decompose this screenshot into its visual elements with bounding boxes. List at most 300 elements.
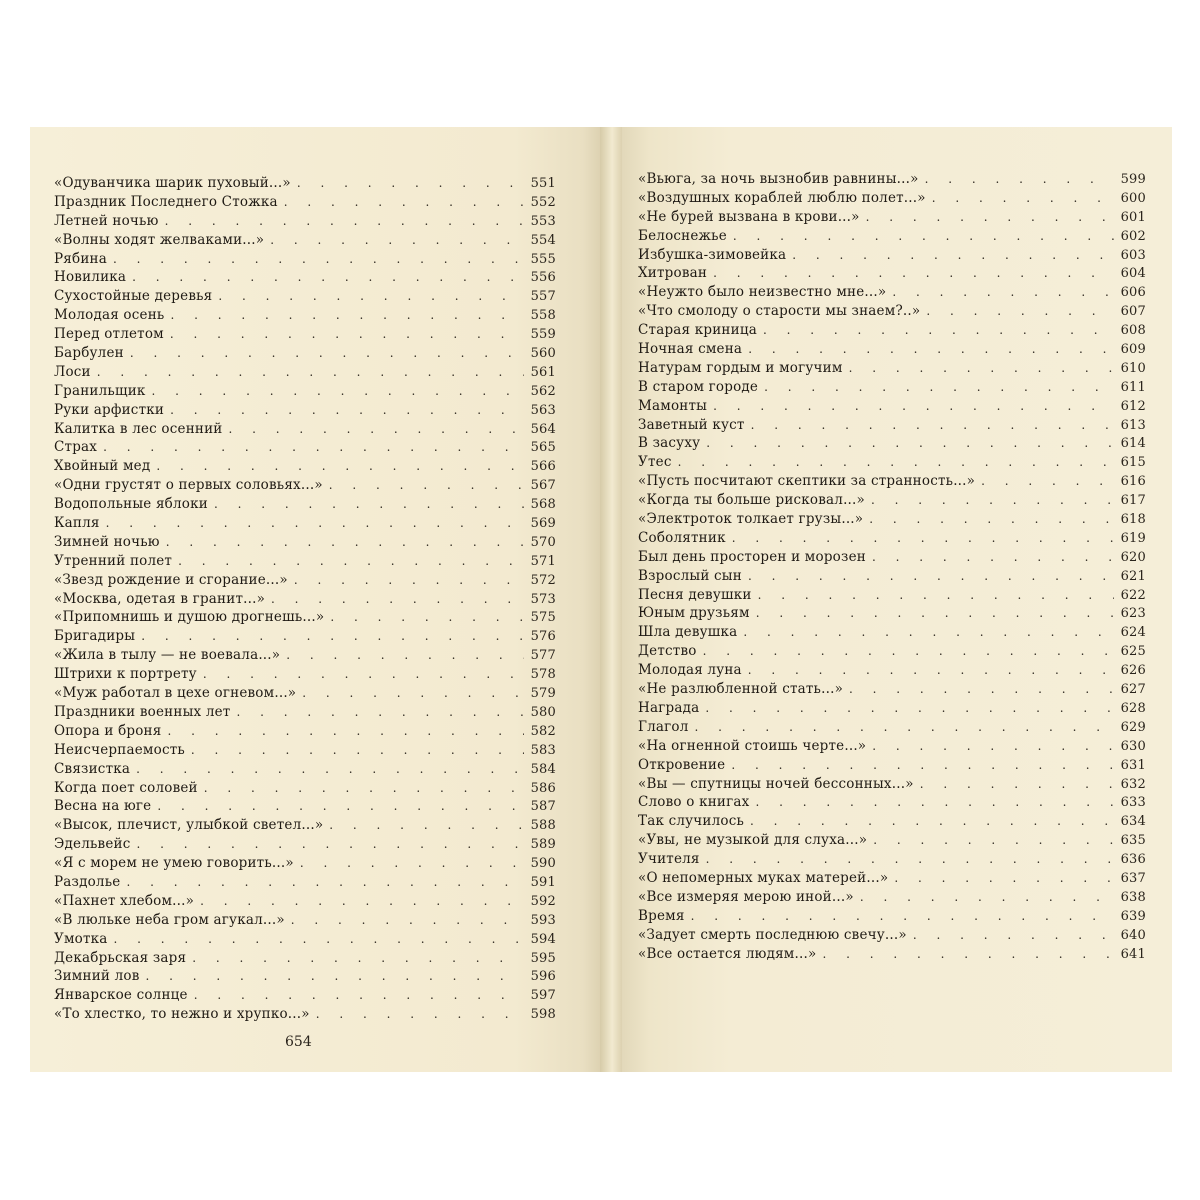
- dot-leader: [872, 548, 1114, 567]
- toc-entry-title: «О непомерных муках матерей...»: [638, 869, 889, 886]
- toc-entry-page: 611: [1120, 379, 1146, 395]
- toc-entry-title: Водопольные яблоки: [54, 496, 208, 513]
- toc-entry-page: 590: [530, 856, 556, 872]
- toc-entry: [54, 684, 556, 703]
- toc-entry: [638, 718, 1146, 737]
- table-of-contents-right: [638, 170, 1146, 963]
- toc-entry-title: «Задует смерть последнюю свечу...»: [638, 926, 907, 943]
- toc-entry-title: Неисчерпаемость: [54, 741, 185, 758]
- toc-entry-title: Белоснежье: [638, 227, 727, 244]
- toc-entry-title: Рябина: [54, 250, 107, 267]
- toc-entry-page: 609: [1120, 342, 1146, 358]
- toc-entry-title: Праздник Последнего Стожка: [54, 193, 278, 210]
- toc-entry: [638, 529, 1146, 548]
- toc-entry-title: Связистка: [54, 760, 131, 777]
- toc-entry-page: 588: [530, 818, 556, 834]
- toc-entry-page: 624: [1120, 625, 1146, 641]
- toc-entry: [54, 779, 556, 798]
- toc-entry-page: 623: [1120, 606, 1146, 622]
- toc-entry-page: 591: [530, 874, 556, 890]
- dot-leader: [713, 397, 1114, 416]
- dot-leader: [755, 793, 1114, 812]
- toc-entry: [54, 495, 556, 514]
- toc-entry: [638, 661, 1146, 680]
- dot-leader: [849, 359, 1114, 378]
- toc-entry-page: 622: [1120, 587, 1146, 603]
- dot-leader: [913, 926, 1114, 945]
- toc-entry-page: 607: [1120, 304, 1146, 320]
- right-page: [622, 127, 1172, 1072]
- dot-leader: [294, 571, 524, 590]
- toc-entry-page: 560: [530, 346, 556, 362]
- dot-leader: [706, 850, 1114, 869]
- toc-entry: [54, 325, 556, 344]
- toc-entry-title: Весна на юге: [54, 798, 152, 815]
- toc-entry-title: Калитка в лес осенний: [54, 420, 223, 437]
- dot-leader: [170, 401, 524, 420]
- dot-leader: [300, 854, 524, 873]
- dot-leader: [920, 775, 1114, 794]
- toc-entry: [54, 193, 556, 212]
- dot-leader: [873, 831, 1114, 850]
- toc-entry-title: Руки арфистки: [54, 401, 165, 418]
- toc-entry-page: 561: [530, 364, 556, 380]
- toc-entry: [54, 438, 556, 457]
- toc-entry-title: Капля: [54, 515, 100, 532]
- dot-leader: [748, 340, 1114, 359]
- dot-leader: [892, 283, 1114, 302]
- toc-entry: [638, 775, 1146, 794]
- toc-entry-title: «Когда ты больше рисковал...»: [638, 492, 866, 509]
- toc-entry: [638, 416, 1146, 435]
- toc-entry: [54, 533, 556, 552]
- toc-entry: [638, 340, 1146, 359]
- toc-entry-title: «Москва, одетая в гранит...»: [54, 590, 266, 607]
- toc-entry: [54, 231, 556, 250]
- toc-entry-page: 566: [530, 459, 556, 475]
- dot-leader: [157, 797, 524, 816]
- dot-leader: [229, 420, 525, 439]
- toc-entry-title: Зимний лов: [54, 968, 140, 985]
- toc-entry-page: 594: [530, 931, 556, 947]
- book-gutter: [600, 127, 622, 1072]
- toc-entry-page: 636: [1120, 852, 1146, 868]
- dot-leader: [763, 321, 1114, 340]
- toc-entry-page: 626: [1120, 663, 1146, 679]
- toc-entry-page: 592: [530, 893, 556, 909]
- toc-entry-page: 568: [530, 497, 556, 513]
- dot-leader: [860, 888, 1114, 907]
- toc-entry: [54, 476, 556, 495]
- toc-entry-page: 586: [530, 780, 556, 796]
- toc-entry: [638, 302, 1146, 321]
- toc-entry-title: «Я с морем не умею говорить...»: [54, 855, 294, 872]
- toc-entry-page: 570: [530, 534, 556, 550]
- toc-entry-title: Молодая осень: [54, 307, 165, 324]
- toc-entry: [638, 170, 1146, 189]
- toc-entry-page: 552: [530, 194, 556, 210]
- toc-entry: [638, 359, 1146, 378]
- toc-entry-title: Юным друзьям: [638, 605, 750, 622]
- dot-leader: [733, 227, 1114, 246]
- toc-entry: [54, 287, 556, 306]
- toc-entry-page: 596: [530, 969, 556, 985]
- dot-leader: [330, 608, 524, 627]
- toc-entry-page: 601: [1120, 209, 1146, 225]
- toc-entry: [54, 552, 556, 571]
- toc-entry: [54, 306, 556, 325]
- toc-entry-title: «Все остается людям...»: [638, 945, 817, 962]
- toc-entry-title: Перед отлетом: [54, 326, 164, 343]
- toc-entry-page: 563: [530, 402, 556, 418]
- toc-entry-page: 630: [1120, 738, 1146, 754]
- toc-entry-title: Зимней ночью: [54, 533, 160, 550]
- toc-entry-page: 618: [1120, 512, 1146, 528]
- toc-entry: [54, 457, 556, 476]
- dot-leader: [271, 590, 524, 609]
- toc-entry: [638, 869, 1146, 888]
- toc-entry-title: Хитрован: [638, 265, 708, 282]
- toc-entry-page: 551: [530, 176, 556, 191]
- toc-entry-page: 579: [530, 686, 556, 702]
- toc-entry: [638, 850, 1146, 869]
- toc-entry-title: Опора и броня: [54, 722, 162, 739]
- dot-leader: [191, 741, 524, 760]
- toc-entry: [54, 967, 556, 986]
- toc-entry: [638, 397, 1146, 416]
- toc-entry-title: «Одуванчика шарик пуховый...»: [54, 175, 291, 191]
- toc-entry: [54, 590, 556, 609]
- toc-entry-page: 602: [1120, 228, 1146, 244]
- toc-entry: [638, 491, 1146, 510]
- toc-entry-page: 569: [530, 516, 556, 532]
- toc-entry-page: 629: [1120, 719, 1146, 735]
- toc-entry: [638, 378, 1146, 397]
- toc-entry-page: 603: [1120, 247, 1146, 263]
- toc-entry-page: 584: [530, 761, 556, 777]
- toc-entry-page: 580: [530, 704, 556, 720]
- dot-leader: [706, 434, 1114, 453]
- toc-entry-page: 637: [1120, 870, 1146, 886]
- dot-leader: [872, 737, 1114, 756]
- page-number: 654: [285, 1034, 312, 1050]
- dot-leader: [130, 344, 524, 363]
- toc-entry: [54, 344, 556, 363]
- toc-entry-page: 597: [530, 988, 556, 1004]
- toc-entry-page: 576: [530, 629, 556, 645]
- toc-entry: [54, 174, 556, 193]
- toc-entry: [638, 472, 1146, 491]
- toc-entry: [638, 510, 1146, 529]
- toc-entry-page: 587: [530, 799, 556, 815]
- toc-entry-page: 615: [1120, 455, 1146, 471]
- toc-entry-title: Учителя: [638, 851, 700, 868]
- toc-entry: [638, 453, 1146, 472]
- toc-entry-title: Барбулен: [54, 345, 124, 362]
- toc-entry-title: В засуху: [638, 435, 701, 452]
- toc-entry: [638, 680, 1146, 699]
- dot-leader: [137, 835, 524, 854]
- dot-leader: [297, 174, 524, 193]
- toc-entry-page: 616: [1120, 474, 1146, 490]
- dot-leader: [748, 661, 1114, 680]
- toc-entry-title: Взрослый сын: [638, 567, 742, 584]
- toc-entry-title: Шла девушка: [638, 624, 738, 641]
- dot-leader: [152, 382, 524, 401]
- toc-entry-page: 627: [1120, 682, 1146, 698]
- dot-leader: [691, 907, 1114, 926]
- toc-entry-title: «Воздушных кораблей люблю полет...»: [638, 189, 926, 206]
- toc-entry-title: Хвойный мед: [54, 458, 151, 475]
- toc-entry-title: Слово о книгах: [638, 794, 750, 811]
- toc-entry-title: Новилика: [54, 269, 127, 286]
- dot-leader: [764, 378, 1114, 397]
- toc-entry: [638, 189, 1146, 208]
- table-of-contents-left: [54, 174, 556, 1024]
- toc-entry-title: Гранильщик: [54, 382, 146, 399]
- toc-entry-page: 598: [530, 1007, 556, 1023]
- toc-entry-title: Сухостойные деревья: [54, 288, 213, 305]
- toc-entry-page: 608: [1120, 323, 1146, 339]
- toc-entry-title: «Волны ходят желваками...»: [54, 231, 265, 248]
- toc-entry-title: Соболятник: [638, 529, 726, 546]
- toc-entry-title: Штрихи к портрету: [54, 666, 197, 683]
- toc-entry-page: 573: [530, 591, 556, 607]
- toc-entry-title: Эдельвейс: [54, 836, 131, 853]
- toc-entry-page: 554: [530, 232, 556, 248]
- toc-entry-title: Страх: [54, 439, 98, 456]
- toc-entry-page: 565: [530, 440, 556, 456]
- dot-leader: [743, 623, 1114, 642]
- toc-entry: [638, 567, 1146, 586]
- toc-entry-title: «Звезд рождение и сгорание...»: [54, 571, 288, 588]
- dot-leader: [756, 604, 1114, 623]
- toc-entry: [638, 945, 1146, 964]
- toc-entry-title: Натурам гордым и могучим: [638, 359, 843, 376]
- dot-leader: [695, 718, 1114, 737]
- toc-entry-title: Бригадиры: [54, 628, 136, 645]
- dot-leader: [113, 250, 524, 269]
- dot-leader: [732, 529, 1114, 548]
- toc-entry-page: 593: [530, 912, 556, 928]
- toc-entry: [54, 741, 556, 760]
- toc-entry: [54, 911, 556, 930]
- toc-entry-title: Ночная смена: [638, 341, 743, 358]
- dot-leader: [869, 510, 1114, 529]
- toc-entry-title: Награда: [638, 699, 700, 716]
- toc-entry: [54, 665, 556, 684]
- dot-leader: [204, 779, 524, 798]
- toc-entry: [54, 722, 556, 741]
- toc-entry-title: «Неужто было неизвестно мне...»: [638, 284, 887, 301]
- toc-entry-page: 620: [1120, 549, 1146, 565]
- dot-leader: [270, 231, 524, 250]
- toc-entry-page: 583: [530, 742, 556, 758]
- dot-leader: [329, 816, 524, 835]
- dot-leader: [203, 665, 524, 684]
- toc-entry-title: «Муж работал в цехе огневом...»: [54, 685, 297, 702]
- toc-entry-page: 610: [1120, 360, 1146, 376]
- toc-entry-title: Мамонты: [638, 397, 708, 414]
- toc-entry: [54, 760, 556, 779]
- dot-leader: [126, 873, 524, 892]
- dot-leader: [316, 1005, 524, 1024]
- dot-leader: [170, 325, 524, 344]
- toc-entry-title: Глагол: [638, 718, 689, 735]
- toc-entry-page: 589: [530, 837, 556, 853]
- dot-leader: [678, 453, 1114, 472]
- left-page: [30, 127, 600, 1072]
- dot-leader: [146, 967, 525, 986]
- toc-entry-title: Молодая луна: [638, 662, 742, 679]
- toc-entry: [54, 703, 556, 722]
- toc-entry: [54, 608, 556, 627]
- toc-entry: [638, 264, 1146, 283]
- toc-entry-page: 633: [1120, 795, 1146, 811]
- toc-entry: [54, 268, 556, 287]
- dot-leader: [114, 930, 524, 949]
- dot-leader: [925, 170, 1114, 189]
- toc-entry: [54, 363, 556, 382]
- toc-entry-page: 572: [530, 572, 556, 588]
- dot-leader: [178, 552, 524, 571]
- dot-leader: [218, 287, 524, 306]
- toc-entry: [54, 797, 556, 816]
- toc-entry-title: «Не разлюбленной стать...»: [638, 681, 844, 698]
- dot-leader: [751, 416, 1114, 435]
- toc-entry-page: 599: [1120, 172, 1146, 187]
- toc-entry-title: Заветный куст: [638, 416, 745, 433]
- dot-leader: [302, 684, 524, 703]
- toc-entry-title: «Не бурей вызвана в крови...»: [638, 208, 860, 225]
- toc-entry-title: Лоси: [54, 363, 91, 380]
- toc-entry-page: 632: [1120, 776, 1146, 792]
- toc-entry-page: 562: [530, 383, 556, 399]
- toc-entry: [54, 892, 556, 911]
- dot-leader: [286, 646, 524, 665]
- toc-entry-page: 640: [1120, 927, 1146, 943]
- dot-leader: [926, 302, 1114, 321]
- toc-entry-title: Избушка-зимовейка: [638, 246, 787, 263]
- toc-entry: [638, 907, 1146, 926]
- toc-entry-title: «Вы — спутницы ночей бессонных...»: [638, 775, 914, 792]
- toc-entry: [638, 699, 1146, 718]
- toc-entry: [638, 227, 1146, 246]
- toc-entry: [638, 604, 1146, 623]
- toc-entry-title: «Высок, плечист, улыбкой светел...»: [54, 817, 324, 834]
- toc-entry-title: Январское солнце: [54, 987, 188, 1004]
- toc-entry: [638, 208, 1146, 227]
- dot-leader: [894, 869, 1114, 888]
- toc-entry: [638, 623, 1146, 642]
- toc-entry-page: 639: [1120, 908, 1146, 924]
- toc-entry-page: 617: [1120, 493, 1146, 509]
- toc-entry-title: «Электроток толкает грузы...»: [638, 511, 864, 528]
- toc-entry-title: Откровение: [638, 756, 726, 773]
- dot-leader: [156, 457, 524, 476]
- toc-entry: [54, 816, 556, 835]
- toc-entry-title: «Пахнет хлебом...»: [54, 892, 195, 909]
- toc-entry-title: Раздолье: [54, 873, 121, 890]
- toc-entry-page: 634: [1120, 814, 1146, 830]
- dot-leader: [703, 642, 1114, 661]
- dot-leader: [136, 760, 524, 779]
- toc-entry-title: Утес: [638, 454, 672, 471]
- dot-leader: [200, 892, 524, 911]
- dot-leader: [981, 472, 1114, 491]
- dot-leader: [167, 722, 524, 741]
- toc-entry-title: Так случилось: [638, 813, 744, 830]
- toc-entry-page: 600: [1120, 190, 1146, 206]
- toc-entry-title: «Жила в тылу — не воевала...»: [54, 647, 281, 664]
- toc-entry-title: Был день просторен и морозен: [638, 548, 866, 565]
- toc-entry: [638, 737, 1146, 756]
- toc-entry-page: 628: [1120, 700, 1146, 716]
- dot-leader: [132, 268, 524, 287]
- toc-entry: [54, 420, 556, 439]
- dot-leader: [103, 438, 524, 457]
- dot-leader: [170, 306, 524, 325]
- toc-entry: [54, 1005, 556, 1024]
- toc-entry-page: 558: [530, 308, 556, 324]
- toc-entry-title: «Увы, не музыкой для слуха...»: [638, 832, 868, 849]
- dot-leader: [97, 363, 524, 382]
- toc-entry-page: 578: [530, 667, 556, 683]
- toc-entry-page: 577: [530, 648, 556, 664]
- toc-entry-title: «То хлестко, то нежно и хрупко...»: [54, 1006, 310, 1023]
- toc-entry: [54, 571, 556, 590]
- toc-entry-title: Декабрьская заря: [54, 949, 187, 966]
- toc-entry-page: 625: [1120, 644, 1146, 660]
- toc-entry-page: 595: [530, 950, 556, 966]
- toc-entry-page: 582: [530, 723, 556, 739]
- toc-entry-page: 571: [530, 553, 556, 569]
- toc-entry: [54, 873, 556, 892]
- toc-entry-title: «Что смолоду о старости мы знаем?..»: [638, 303, 921, 320]
- toc-entry-title: «Припомнишь и душою дрогнешь...»: [54, 609, 325, 626]
- toc-entry: [54, 835, 556, 854]
- dot-leader: [849, 680, 1114, 699]
- dot-leader: [141, 627, 524, 646]
- dot-leader: [329, 476, 524, 495]
- toc-entry-title: Детство: [638, 643, 697, 660]
- toc-entry-title: «Все измеряя мерою иной...»: [638, 888, 854, 905]
- dot-leader: [291, 911, 524, 930]
- toc-entry-page: 635: [1120, 833, 1146, 849]
- toc-entry-page: 612: [1120, 398, 1146, 414]
- dot-leader: [792, 246, 1114, 265]
- dot-leader: [166, 533, 524, 552]
- toc-entry-page: 619: [1120, 530, 1146, 546]
- toc-entry-title: «На огненной стоишь черте...»: [638, 737, 867, 754]
- toc-entry: [54, 212, 556, 231]
- toc-entry-page: 556: [530, 270, 556, 286]
- toc-entry: [638, 793, 1146, 812]
- toc-entry-title: «Одни грустят о первых соловьях...»: [54, 477, 323, 494]
- toc-entry-page: 557: [530, 289, 556, 305]
- toc-entry-title: Старая криница: [638, 322, 757, 339]
- dot-leader: [106, 514, 524, 533]
- dot-leader: [705, 699, 1114, 718]
- toc-entry-page: 638: [1120, 889, 1146, 905]
- toc-entry-title: «Вьюга, за ночь вызнобив равнины...»: [638, 171, 919, 187]
- toc-entry: [638, 926, 1146, 945]
- toc-entry: [638, 321, 1146, 340]
- toc-entry: [638, 283, 1146, 302]
- toc-entry: [638, 831, 1146, 850]
- toc-entry: [638, 642, 1146, 661]
- toc-entry: [54, 986, 556, 1005]
